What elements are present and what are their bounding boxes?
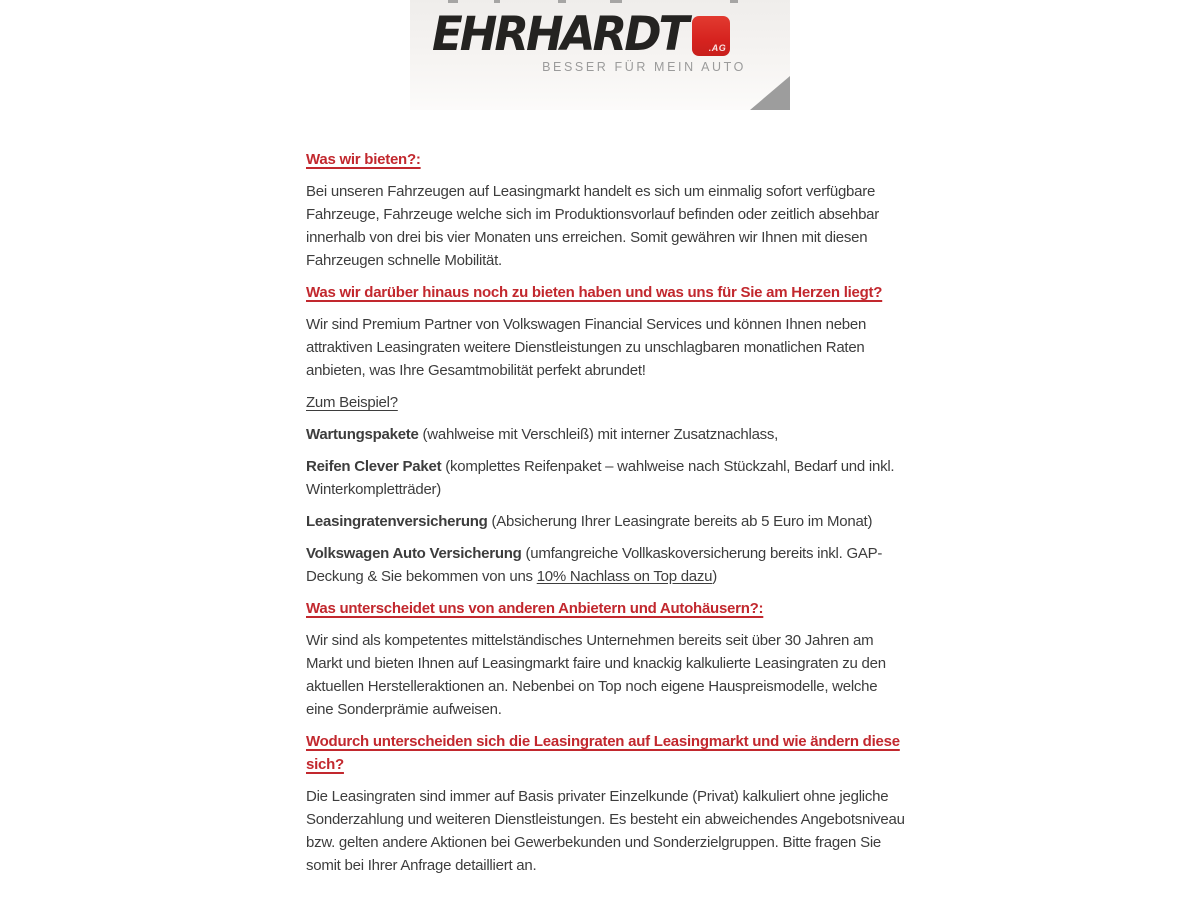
item-reifen-text: (komplettes Reifenpaket – wahlweise nach Stückzahl, Bedarf und inkl. Winterkompletträder) — [306, 458, 895, 498]
paragraph-extras: Wir sind Premium Partner von Volkswagen Financial Services und können Ihnen neben attraktiven Leasingraten weitere Dienstleistungen zu unschlagbaren monatlichen Raten anbieten, was Ihre Gesamtmobilität perfekt abrundet! — [306, 316, 867, 379]
letterhead-logo — [410, 0, 790, 110]
heading-difference: Was unterscheidet uns von anderen Anbietern und Autohäusern?: — [306, 600, 764, 617]
trim-mark-decoration — [494, 0, 500, 3]
item-leasing-lead: Leasingratenversicherung — [306, 513, 488, 530]
trim-mark-decoration — [558, 0, 566, 3]
item-vw-underlined-text: 10% Nachlass on Top dazu — [536, 568, 713, 585]
subheading-example-label: Zum Beispiel? — [306, 394, 398, 411]
item-reifen-lead: Reifen Clever Paket — [306, 458, 442, 475]
paragraph-rates: Die Leasingraten sind immer auf Basis privater Einzelkunde (Privat) kalkuliert ohne jegliche Sonderzahlung und weiteren Dienstleistungen. Es besteht ein abweichendes Angebotsniveau bzw. gelten andere Aktionen bei Gewerbekunden und Sonderzielgruppen. Bitte fragen Sie somit bei Ihrer Anfrage detailliert an. — [306, 788, 905, 874]
item-leasing-text: (Absicherung Ihrer Leasingrate bereits ab 5 Euro im Monat) — [487, 513, 873, 530]
item-vw-auto-versicherung — [306, 542, 906, 588]
heading-offer: Was wir bieten?: — [306, 151, 421, 168]
paragraph-difference: Wir sind als kompetentes mittelständisches Unternehmen bereits seit über 30 Jahren am Markt und bieten Ihnen auf Leasingmarkt faire und knackig kalkulierte Leasingraten zu den aktuellen Herstelleraktionen an. Nebenbei on Top noch eigene Hauspreismodelle, welche eine Sonderprämie aufweisen. — [306, 632, 886, 718]
item-wartungspakete — [306, 423, 906, 446]
brand-wordmark: EHRHARDT — [432, 6, 687, 62]
trim-mark-decoration — [448, 0, 458, 3]
heading-extras: Was wir darüber hinaus noch zu bieten haben und was uns für Sie am Herzen liegt? — [306, 284, 883, 301]
item-wartungspakete-text: (wahlweise mit Verschleiß) mit interner Zusatznachlass, — [418, 426, 779, 443]
brand-row — [432, 6, 730, 62]
item-reifen-clever-paket — [306, 455, 906, 501]
trim-mark-decoration — [610, 0, 622, 3]
heading-rates: Wodurch unterscheiden sich die Leasingraten auf Leasingmarkt und wie ändern diese sich? — [306, 733, 900, 773]
subheading-example — [306, 391, 906, 414]
item-vw-lead: Volkswagen Auto Versicherung — [306, 545, 522, 562]
corner-fold-icon — [750, 76, 790, 110]
item-vw-closing: ) — [712, 568, 717, 585]
brand-ag-badge-label: .AG — [708, 43, 727, 53]
document-body — [306, 148, 906, 886]
trim-mark-decoration — [730, 0, 738, 3]
item-leasingratenversicherung — [306, 510, 906, 533]
item-vw-text: (umfangreiche Vollkaskoversicherung bereits inkl. GAP-Deckung & Sie bekommen von uns — [306, 545, 883, 585]
brand-ag-badge — [692, 16, 730, 56]
brand-tagline: BESSER FÜR MEIN AUTO — [542, 60, 746, 74]
item-wartungspakete-lead: Wartungspakete — [306, 426, 419, 443]
paragraph-offer: Bei unseren Fahrzeugen auf Leasingmarkt handelt es sich um einmalig sofort verfügbare Fahrzeuge, Fahrzeuge welche sich im Produktionsvorlauf befinden oder zeitlich absehbar innerhalb von drei bis vier Monaten uns erreichen. Somit gewähren wir Ihnen mit diesen Fahrzeugen schnelle Mobilität. — [306, 183, 879, 269]
